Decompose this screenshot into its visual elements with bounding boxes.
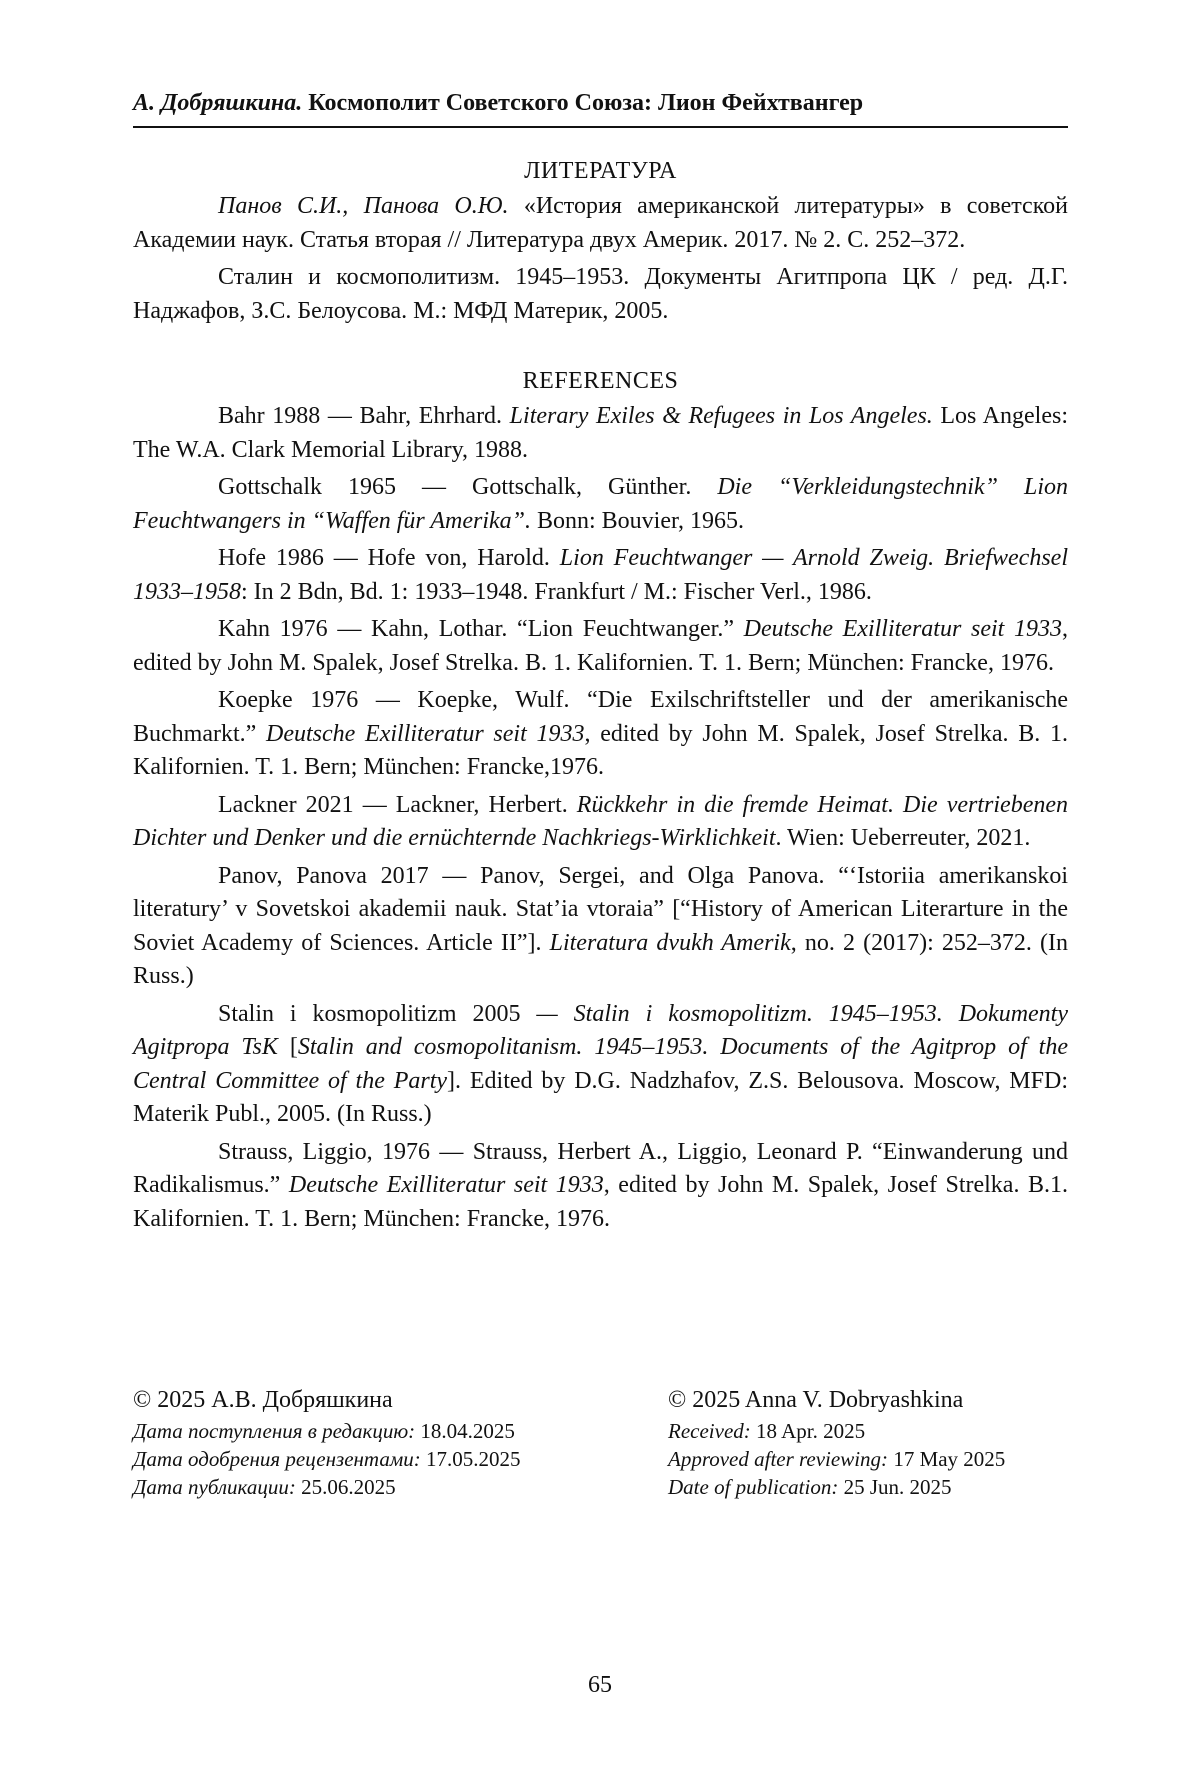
running-head (133, 88, 1068, 128)
entry-text: Hofe 1986 — Hofe von, Harold. (218, 545, 560, 571)
entry-text: . Wien: Ueberreuter, 2021. (775, 825, 1031, 851)
references-heading: REFERENCES (522, 368, 679, 394)
copyright-owner-en: © 2025 Anna V. Dobryashkina (668, 1387, 964, 1413)
approved-value-en: 17 May 2025 (888, 1447, 1006, 1471)
entry-italic-text: Stalin and cosmopolitanism. 1945–1953. Documents of the Agitprop of the Central Committee of the Party (133, 1034, 1069, 1094)
received-value-en: 18 Apr. 2025 (750, 1419, 866, 1443)
entry-italic-text: Панов С.И., Панова О.Ю. (218, 193, 509, 219)
entry-italic-text: Literary Exiles & Refugees in Los Angeles. (509, 403, 933, 429)
reference-entry (133, 471, 1068, 538)
entry-italic-text: Deutsche Exilliteratur seit 1933 (288, 1172, 604, 1198)
entry-text: , no. 2 (2017): 252–372. (In Russ.) (133, 929, 1068, 989)
approved-date-en (668, 1445, 1068, 1473)
published-label-ru: Дата публикации: (133, 1475, 296, 1499)
received-label-ru: Дата поступления в редакцию: (133, 1419, 416, 1443)
reference-entry (133, 1136, 1068, 1237)
entry-text: Strauss, Liggio, 1976 — Strauss, Herbert A., Liggio, Leonard P. “Einwanderung und Radikalismus.” (133, 1138, 1068, 1198)
received-value-ru: 18.04.2025 (415, 1419, 515, 1443)
entry-text: Los Angeles: The W.A. Clark Memorial Library, 1988. (133, 403, 1068, 463)
copyright-block (133, 1385, 1068, 1501)
entry-text: Kahn 1976 — Kahn, Lothar. “Lion Feuchtwanger.” (218, 616, 744, 642)
entry-text: Сталин и космополитизм. 1945–1953. Документы Агитпропа ЦК / ред. Д.Г. Наджафов, З.С. Белоусова. М.: МФД Материк, 2005. (133, 264, 1068, 324)
approved-label-en: Approved after reviewing: (668, 1447, 889, 1471)
entry-text: «История американской литературы» в советской Академии наук. Статья вторая // Литература двух Америк. 2017. № 2. С. 252–372. (133, 193, 1068, 253)
entry-text: [ (277, 1034, 298, 1060)
received-date-ru (133, 1417, 588, 1445)
entry-text: , edited by John M. Spalek, Josef Strelka. B. 1. Kalifornien. T. 1. Bern; München: Francke,1976. (133, 720, 1069, 780)
reference-entry (133, 400, 1068, 467)
literatura-heading: ЛИТЕРАТУРА (524, 158, 677, 184)
entry-text: Stalin i kosmopolitizm 2005 (218, 1000, 537, 1027)
running-head-title: Космополит Советского Союза: Лион Фейхтвангер (308, 90, 864, 116)
reference-entry (133, 190, 1068, 257)
copyright-owner-ru: © 2025 А.В. Добряшкина (133, 1387, 393, 1413)
reference-entry (133, 789, 1068, 856)
page-number: 65 (588, 1672, 612, 1698)
reference-entry (133, 998, 1068, 1132)
entry-text: , edited by John M. Spalek, Josef Strelka. B.1. Kalifornien. T. 1. Bern; München: Francke, 1976. (133, 1172, 1068, 1232)
published-label-en: Date of publication: (668, 1475, 839, 1499)
reference-entry (133, 860, 1068, 994)
entry-italic-text: Deutsche Exilliteratur seit 1933 (266, 720, 585, 747)
reference-entry (133, 261, 1068, 328)
approved-date-ru (133, 1445, 588, 1473)
entry-text: Lackner 2021 — Lackner, Herbert. (218, 791, 577, 818)
entry-text: : In 2 Bdn, Bd. 1: 1933–1948. Frankfurt / M.: Fischer Verl., 1986. (241, 578, 872, 605)
entry-text: ]. Edited by D.G. Nadzhafov, Z.S. Belousova. Moscow, MFD: Materik Publ., 2005. (In Russ.) (133, 1067, 1068, 1127)
entry-italic-text: Lion Feuchtwanger — Arnold Zweig. Briefwechsel 1933–1958 (133, 545, 1068, 605)
published-value-ru: 25.06.2025 (295, 1475, 396, 1499)
reference-entry (133, 542, 1068, 609)
reference-entry (133, 613, 1068, 680)
entry-text: Koepke 1976 — Koepke, Wulf. “Die Exilschriftsteller und der amerikanische Buchmarkt.” (133, 687, 1068, 747)
published-value-en: 25 Jun. 2025 (838, 1475, 952, 1499)
entry-italic-text: — Stalin i kosmopolitizm. 1945–1953. Dokumenty Agitpropa TsK (133, 1000, 1069, 1060)
received-date-en (668, 1417, 1068, 1445)
references-list (133, 400, 1068, 1236)
entry-text: Bonn: Bouvier, 1965. (531, 507, 745, 534)
entry-italic-text: Deutsche Exilliteratur seit 1933 (743, 616, 1063, 642)
published-date-en (668, 1473, 1068, 1501)
entry-text: Panov, Panova 2017 — Panov, Sergei, and Olga Panova. “‘Istoriia amerikanskoi literatury’ v Sovetskoi akademii nauk. Stat’ia vtoraia” [“History of American Literarture in the Soviet Academy of Sciences. Article II”]. (133, 862, 1068, 956)
entry-text: Gottschalk 1965 — Gottschalk, Günther. (218, 474, 718, 500)
approved-label-ru: Дата одобрения рецензентами: (133, 1447, 421, 1471)
received-label-en: Received: (668, 1419, 751, 1443)
entry-text: , edited by John M. Spalek, Josef Strelka. B. 1. Kalifornien. T. 1. Bern; München: Francke, 1976. (133, 616, 1069, 676)
copyright-ru (133, 1385, 588, 1501)
literatura-list (133, 190, 1068, 328)
page-content (133, 88, 1068, 1240)
entry-text: Bahr 1988 — Bahr, Ehrhard. (218, 403, 510, 429)
entry-italic-text: Rückkehr in die fremde Heimat. Die vertriebenen Dichter und Denker und die ernüchternde Nachkriegs-Wirklichkeit (133, 791, 1068, 851)
reference-entry (133, 684, 1068, 785)
published-date-ru (133, 1473, 588, 1501)
entry-italic-text: Literatura dvukh Amerik (549, 929, 791, 956)
copyright-en (668, 1385, 1068, 1501)
approved-value-ru: 17.05.2025 (420, 1447, 521, 1471)
running-head-author: А. Добряшкина. (133, 90, 303, 116)
entry-italic-text: Die “Verkleidungstechnik” Lion Feuchtwangers in “Waffen für Amerika”. (133, 474, 1068, 534)
